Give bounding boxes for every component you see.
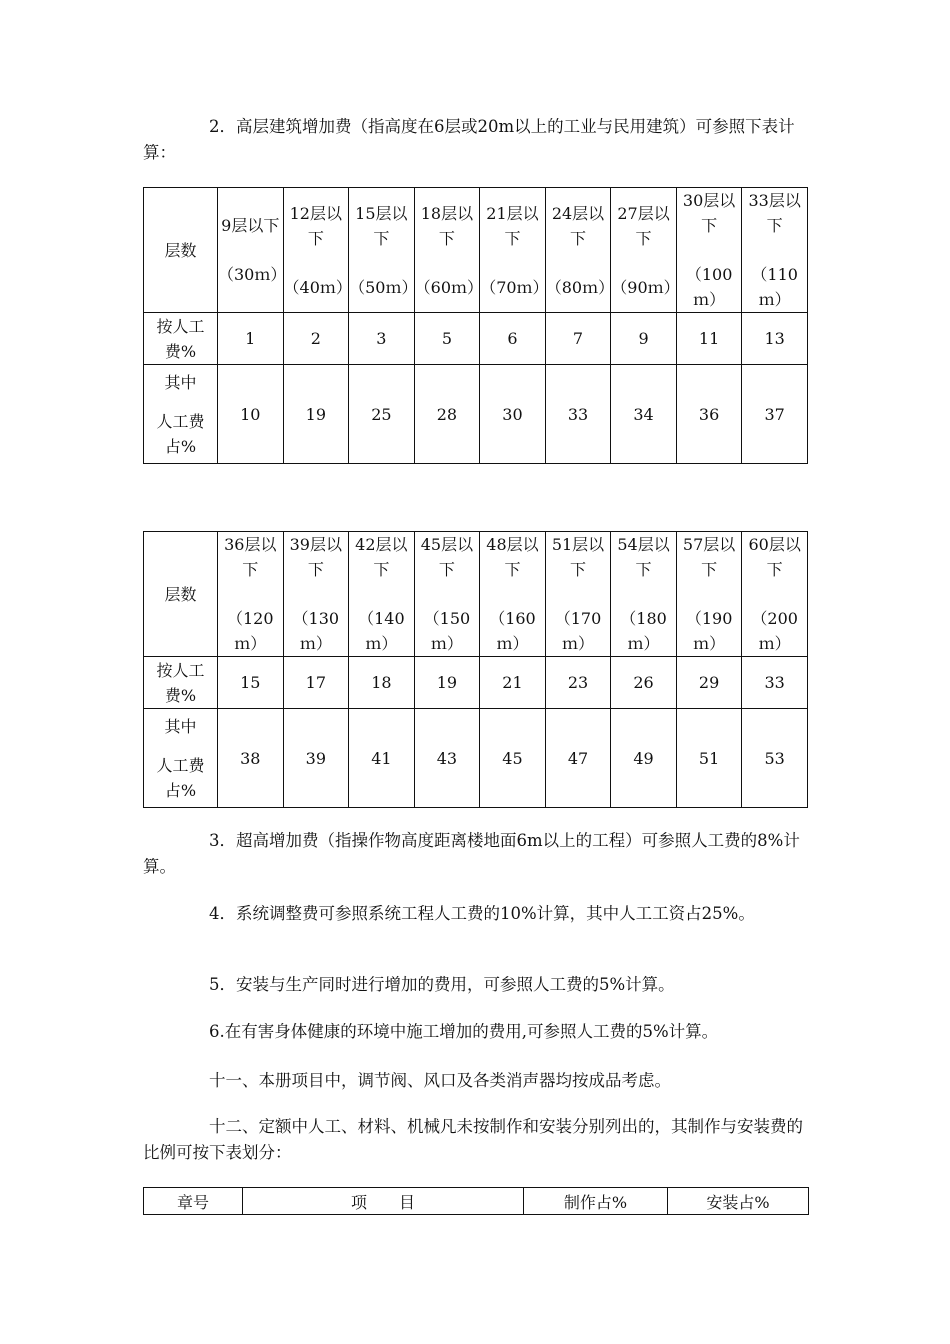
height-limit: （70ｍ） [480,277,549,297]
wage-share-value: 36 [676,365,742,464]
floor-limit: 36层以下 [224,535,277,579]
wage-share-value: 39 [283,709,349,808]
floor-column-header [545,188,615,313]
header-chapter-no: 章号 [144,1188,243,1215]
wage-share-value: 47 [545,709,611,808]
height-limit: （200ｍ） [751,609,798,653]
floor-column-header [611,532,677,657]
height-limit: （50ｍ） [349,277,418,297]
floor-column-header [218,188,287,313]
header-fabrication-percent: 制作占% [524,1188,668,1215]
table-header-row [144,1188,809,1215]
floor-column-header [283,188,352,313]
wage-share-row [144,709,808,808]
labor-percent-value: 26 [611,657,677,709]
wage-share-value: 34 [611,365,677,464]
wage-share-value: 51 [676,709,742,808]
floor-column-header [414,188,484,313]
labor-percent-value: 5 [414,313,480,365]
row-label-wage-share: 其中 人工费 占% [144,709,218,808]
height-limit: （60ｍ） [414,277,484,297]
paragraph-concurrent-fee: 5．安装与生产同时进行增加的费用，可参照人工费的5%计算。 [209,975,675,994]
wage-share-value: 41 [349,709,415,808]
height-limit: （100ｍ） [685,265,733,309]
row-label-labor-percent: 按人工 费% [144,657,218,709]
labor-percent-value: 9 [611,313,677,365]
floor-limit: 57层以下 [682,535,736,579]
labor-percent-value: 1 [218,313,284,365]
height-limit: （110ｍ） [751,265,798,309]
labor-percent-row [144,657,808,709]
wage-share-value: 33 [545,365,611,464]
floor-limit: 60层以下 [748,535,801,579]
height-limit: （30ｍ） [218,265,287,284]
wage-share-value: 25 [349,365,415,464]
wage-share-value: 19 [283,365,349,464]
wage-share-value: 38 [218,709,284,808]
height-limit: （180ｍ） [620,609,667,653]
floor-limit: 18层以下 [420,203,474,248]
row-label-floors: 层数 [144,188,218,313]
paragraph-item-12: 十二、定额中人工、材料、机械凡未按制作和安装分别列出的，其制作与安装费的比例可按下表划分： [143,1117,803,1162]
floor-limit: 24层以下 [551,203,605,248]
paragraph-high-rise-fee: 2．高层建筑增加费（指高度在6层或20m以上的工业与民用建筑）可参照下表计算： [143,117,795,162]
wage-share-value: 49 [611,709,677,808]
wage-share-value: 53 [742,709,808,808]
height-limit: （140ｍ） [358,609,405,653]
height-limit: （160ｍ） [489,609,536,653]
row-label-floors: 层数 [144,532,218,657]
floor-column-header [349,188,418,313]
labor-percent-value: 11 [676,313,742,365]
labor-percent-value: 6 [480,313,546,365]
wage-share-value: 30 [480,365,546,464]
wage-share-value: 10 [218,365,284,464]
header-installation-percent: 安装占% [668,1188,809,1215]
floor-limit: 48层以下 [486,535,539,579]
labor-percent-value: 19 [414,657,480,709]
labor-percent-value: 17 [283,657,349,709]
floor-column-header [742,532,808,657]
floor-limit: 42层以下 [355,535,408,579]
floors-row [144,188,808,313]
floor-limit: 54层以下 [617,535,670,579]
floor-limit: 45层以下 [420,535,474,579]
height-limit: （190ｍ） [685,609,733,653]
paragraph-item-11: 十一、本册项目中，调节阀、风口及各类消声器均按成品考虑。 [209,1071,671,1090]
floor-column-header [676,188,742,313]
floor-column-header [545,532,611,657]
floor-limit: 9层以下 [221,216,280,235]
labor-percent-value: 2 [283,313,349,365]
floor-column-header [414,532,480,657]
fabrication-install-ratio-table [143,1187,809,1215]
floors-row [144,532,808,657]
floor-column-header [218,532,284,657]
height-limit: （90ｍ） [611,277,680,297]
labor-percent-row [144,313,808,365]
labor-percent-value: 33 [742,657,808,709]
floor-column-header [611,188,680,313]
labor-percent-value: 18 [349,657,415,709]
paragraph-system-adjust-fee: 4．系统调整费可参照系统工程人工费的10%计算，其中人工工资占25%。 [209,904,755,923]
floor-limit: 27层以下 [617,203,670,248]
row-label-wage-share: 其中 人工费 占% [144,365,218,464]
floor-column-header [742,188,808,313]
height-limit: （40ｍ） [283,277,352,297]
floor-limit: 21层以下 [486,203,539,248]
high-rise-fee-table-1 [143,187,808,464]
paragraph-super-height-fee: 3．超高增加费（指操作物高度距离楼地面6m以上的工程）可参照人工费的8%计算。 [143,831,800,876]
wage-share-row [144,365,808,464]
labor-percent-value: 7 [545,313,611,365]
height-limit: （130ｍ） [292,609,340,653]
floor-column-header [283,532,349,657]
wage-share-value: 45 [480,709,546,808]
row-label-labor-percent: 按人工 费% [144,313,218,365]
floor-column-header [676,532,742,657]
floor-column-header [480,188,549,313]
floor-column-header [480,532,546,657]
header-item: 项 目 [243,1188,524,1215]
wage-share-value: 28 [414,365,480,464]
floor-limit: 30层以下 [682,191,736,235]
floor-limit: 15层以下 [355,203,408,248]
wage-share-value: 37 [742,365,808,464]
labor-percent-value: 29 [676,657,742,709]
labor-percent-value: 23 [545,657,611,709]
labor-percent-value: 3 [349,313,415,365]
floor-limit: 33层以下 [748,191,801,235]
floor-column-header [349,532,415,657]
floor-limit: 12层以下 [289,203,342,248]
height-limit: （120ｍ） [227,609,274,653]
height-limit: （150ｍ） [423,609,471,653]
labor-percent-value: 13 [742,313,808,365]
floor-limit: 51层以下 [551,535,605,579]
labor-percent-value: 21 [480,657,546,709]
height-limit: （170ｍ） [554,609,602,653]
paragraph-hazard-fee: 6.在有害身体健康的环境中施工增加的费用,可参照人工费的5%计算。 [209,1022,719,1041]
wage-share-value: 43 [414,709,480,808]
high-rise-fee-table-2 [143,531,808,808]
height-limit: （80ｍ） [545,277,615,297]
labor-percent-value: 15 [218,657,284,709]
floor-limit: 39层以下 [289,535,342,579]
